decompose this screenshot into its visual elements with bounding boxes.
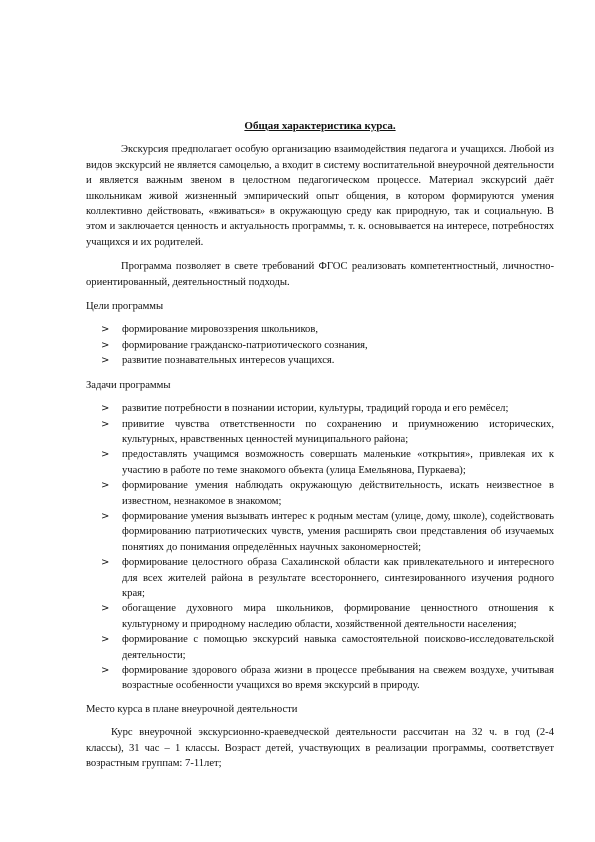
arrow-bullet-icon: > bbox=[101, 480, 110, 492]
list-item bbox=[86, 601, 554, 632]
arrow-bullet-icon: > bbox=[101, 324, 110, 336]
list-item bbox=[86, 478, 554, 509]
arrow-bullet-icon: > bbox=[101, 665, 110, 676]
task-text: обогащение духовного мира школьников, формирование ценностного отношения к культурному и природному наследию области, хозяйственной деятельности населения; bbox=[122, 603, 554, 630]
fgos-paragraph: Программа позволяет в свете требований ФГОС реализовать компетентностный, личностно-ориентированный, деятельностный подходы. bbox=[86, 261, 554, 288]
list-item bbox=[86, 555, 554, 601]
document-title: Общая характеристика курса. bbox=[244, 120, 396, 132]
arrow-bullet-icon: > bbox=[101, 339, 110, 351]
list-item bbox=[86, 353, 554, 368]
course-place-heading: Место курса в плане внеурочной деятельности bbox=[86, 703, 298, 715]
arrow-bullet-icon: > bbox=[101, 557, 110, 569]
task-text: формирование здорового образа жизни в процессе пребывания на свежем воздухе, учитывая возрастные особенности учащихся во время экскурсий в природу. bbox=[122, 665, 554, 692]
goal-text: формирование гражданско-патриотического сознания, bbox=[122, 339, 368, 351]
arrow-bullet-icon: > bbox=[101, 403, 110, 415]
document-body bbox=[86, 119, 554, 771]
course-place-paragraph: Курс внеурочной экскурсионно-краеведческой деятельности рассчитан на 32 ч. в год (2-4 классы), 31 час – 1 классы. Возраст детей, участвующих в реализации программы, соответствует возрастным группам: 7-11лет; bbox=[86, 727, 554, 770]
list-item bbox=[86, 663, 554, 694]
task-text: формирование с помощью экскурсий навыка самостоятельной поисково-исследовательской деятельности; bbox=[122, 634, 554, 661]
tasks-list bbox=[86, 401, 554, 694]
task-text: предоставлять учащимся возможность совершать маленькие «открытия», привлекая их к участию в работе по теме знакомого объекта (улица Емельянова, Пуркаева); bbox=[122, 449, 554, 476]
arrow-bullet-icon: > bbox=[101, 355, 110, 367]
list-item bbox=[86, 401, 554, 416]
goal-text: развитие познавательных интересов учащихся. bbox=[122, 355, 335, 367]
list-item bbox=[86, 632, 554, 663]
list-item bbox=[86, 338, 554, 353]
intro-paragraph: Экскурсия предполагает особую организацию взаимодействия педагога и учащихся. Любой из видов экскурсий не является самоцелью, а входит в систему воспитательной внеурочной деятельности и является важным звеном в целостном педагогическом процессе. Материал экскурсий даёт школьникам живой жизненный эмпирический опыт общения, в котором формируются умения коллективно действовать, «вживаться» в окружающую среду как природную, так и социальную. В этом и заключается ценность и актуальность программы, т. к. основывается на интересе, потребностях учащихся и их родителей. bbox=[86, 144, 554, 248]
task-text: формирование умения наблюдать окружающую действительность, искать неизвестное в известном, незнакомое в знакомом; bbox=[122, 480, 554, 507]
goals-heading: Цели программы bbox=[86, 301, 164, 313]
task-text: развитие потребности в познании истории, культуры, традиций города и его ремёсел; bbox=[122, 403, 509, 415]
arrow-bullet-icon: > bbox=[101, 418, 110, 430]
arrow-bullet-icon: > bbox=[101, 449, 110, 461]
task-text: привитие чувства ответственности по сохранению и приумножению исторических, культурных, нравственных ценностей муниципального района; bbox=[122, 418, 554, 445]
task-text: формирование целостного образа Сахалинской области как привлекательного и интересного для всех жителей района в результате всестороннего, синтезированного изучения родного края; bbox=[122, 557, 554, 599]
list-item bbox=[86, 322, 554, 337]
list-item bbox=[86, 417, 554, 448]
list-item bbox=[86, 447, 554, 478]
arrow-bullet-icon: > bbox=[101, 603, 110, 615]
goals-list bbox=[86, 322, 554, 368]
arrow-bullet-icon: > bbox=[101, 634, 110, 646]
arrow-bullet-icon: > bbox=[101, 510, 110, 522]
goal-text: формирование мировоззрения школьников, bbox=[122, 324, 319, 336]
tasks-heading: Задачи программы bbox=[86, 379, 171, 391]
list-item bbox=[86, 509, 554, 555]
task-text: формирование умения вызывать интерес к родным местам (улице, дому, школе), содействовать формированию патриотических чувств, умения расширять свои представления об изучаемых понятиях до понимания определённых научных закономерностей; bbox=[122, 510, 554, 553]
